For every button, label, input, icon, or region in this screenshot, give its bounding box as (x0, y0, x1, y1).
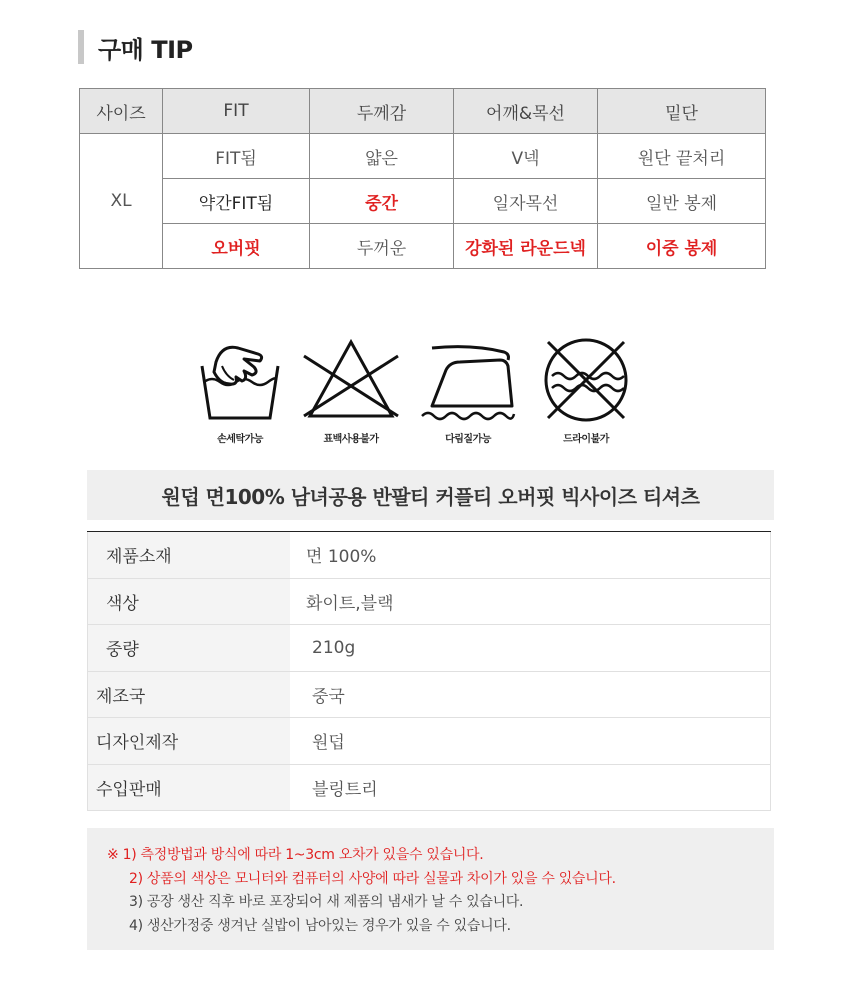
table-cell: 두꺼운 (310, 224, 454, 269)
care-label: 드라이불가 (563, 434, 609, 445)
care-label: 표백사용불가 (323, 434, 379, 445)
table-row (88, 672, 770, 719)
notes-box (87, 828, 774, 950)
size-cell: XL (80, 134, 163, 269)
header-hem: 밑단 (598, 89, 766, 134)
table-cell-selected: 중간 (310, 179, 454, 224)
table-cell: FIT됨 (163, 134, 310, 179)
header-size: 사이즈 (80, 89, 163, 134)
note-line: 2) 상품의 색상은 모니터와 컴퓨터의 사양에 따라 실물과 차이가 있을 수 있습니다. (129, 870, 616, 887)
table-row (80, 224, 766, 269)
spec-key: 수입판매 (88, 765, 290, 811)
spec-key: 중량 (88, 625, 290, 671)
fit-table (79, 88, 766, 269)
note-text: 1) 측정방법과 방식에 따라 1~3cm 오차가 있을수 있습니다. (122, 847, 484, 863)
note-mark: ※ (107, 847, 119, 863)
table-cell: V넥 (454, 134, 598, 179)
spec-key: 제조국 (88, 672, 290, 718)
hand-wash-icon (192, 336, 288, 424)
spec-value: 210g (312, 637, 356, 658)
fit-table-header-row (80, 89, 766, 134)
note-line: 3) 공장 생산 직후 바로 포장되어 새 제품의 냄새가 날 수 있습니다. (129, 894, 524, 910)
spec-value: 원덥 (312, 733, 345, 754)
care-label: 다림질가능 (445, 434, 491, 445)
header-fit: FIT (163, 89, 310, 134)
table-row (88, 579, 770, 626)
care-label: 손세탁가능 (217, 434, 263, 445)
tip-header (78, 30, 193, 64)
spec-value: 중국 (312, 686, 345, 707)
table-cell-selected: 강화된 라운드넥 (454, 224, 598, 269)
spec-key: 디자인제작 (88, 718, 290, 764)
table-cell-selected: 이중 봉제 (598, 224, 766, 269)
table-row (80, 134, 766, 179)
care-item (418, 336, 518, 445)
spec-key: 색상 (88, 579, 290, 625)
care-item (300, 336, 402, 445)
note-line: 4) 생산가정중 생겨난 실밥이 남아있는 경우가 있을 수 있습니다. (129, 917, 511, 934)
spec-key: 제품소재 (88, 532, 290, 578)
tip-title: 구매 TIP (98, 35, 193, 64)
product-title: 원덥 면100% 남녀공용 반팔티 커플티 오버핏 빅사이즈 티셔츠 (87, 470, 774, 520)
care-item (192, 336, 288, 445)
no-dry-clean-icon (540, 336, 632, 424)
table-cell: 원단 끝처리 (598, 134, 766, 179)
table-row (88, 625, 770, 672)
table-cell: 일자목선 (454, 179, 598, 224)
header-neckline: 어깨&목선 (454, 89, 598, 134)
table-row (88, 718, 770, 765)
header-thickness: 두께감 (310, 89, 454, 134)
table-row (88, 532, 770, 579)
no-bleach-icon (300, 336, 402, 424)
spec-value: 블링트리 (312, 779, 378, 800)
spec-value: 면 100% (306, 547, 377, 568)
table-row (80, 179, 766, 224)
table-row (88, 765, 770, 812)
spec-table (87, 531, 771, 811)
iron-icon (418, 336, 518, 424)
care-item (540, 336, 632, 445)
table-cell: 일반 봉제 (598, 179, 766, 224)
table-cell: 약간FIT됨 (163, 179, 310, 224)
spec-value: 화이트,블랙 (306, 593, 394, 614)
table-cell-selected: 오버핏 (163, 224, 310, 269)
tip-accent-bar (78, 30, 84, 64)
table-cell: 얇은 (310, 134, 454, 179)
note-line (107, 844, 774, 868)
